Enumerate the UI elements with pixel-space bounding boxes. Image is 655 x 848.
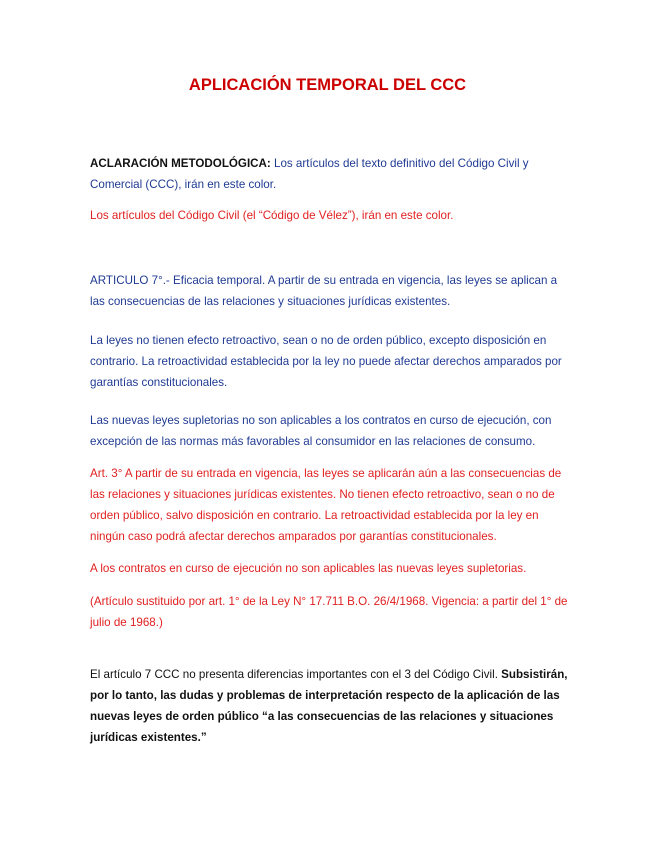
- ccc-art7-paragraph-1: ARTICULO 7°.- Eficacia temporal. A partir de su entrada en vigencia, las leyes se aplican a las consecuencias de las relaciones y situaciones jurídicas existentes.: [90, 274, 558, 308]
- page-title: APLICACIÓN TEMPORAL DEL CCC: [188, 76, 467, 94]
- methodology-label: ACLARACIÓN METODOLÓGICA:: [90, 157, 271, 170]
- methodology-note: [90, 153, 570, 195]
- cc-art3-paragraph-1: Art. 3° A partir de su entrada en vigencia, las leyes se aplicarán aún a las consecuencias de las relaciones y situaciones jurídicas existentes. No tienen efecto retroactivo, sean o no de orden público, salvo disposición en contrario. La retroactividad establecida por la ley en ningún caso podrá afectar derechos amparados por garantías constitucionales.: [90, 467, 562, 543]
- old-code-color-note: Los artículos del Código Civil (el “Código de Vélez”), irán en este color.: [90, 209, 454, 222]
- cc-art3-paragraph-2: A los contratos en curso de ejecución no son aplicables las nuevas leyes supletorias.: [90, 562, 527, 575]
- ccc-art7-paragraph-2: La leyes no tienen efecto retroactivo, sean o no de orden público, excepto disposición en contrario. La retroactividad establecida por la ley no puede afectar derechos amparados por garantías constitucionales.: [90, 334, 562, 389]
- cc-art3-source-note: (Artículo sustituido por art. 1° de la Ley N° 17.711 B.O. 26/4/1968. Vigencia: a partir del 1° de julio de 1968.): [90, 595, 568, 629]
- methodology-text: Los artículos del texto definitivo del Código Civil y Comercial (CCC), irán en este color.: [90, 157, 529, 191]
- commentary-intro: El artículo 7 CCC no presenta diferencias importantes con el 3 del Código Civil.: [90, 668, 502, 681]
- ccc-art7-paragraph-3: Las nuevas leyes supletorias no son aplicables a los contratos en curso de ejecución, con excepción de las normas más favorables al consumidor en las relaciones de consumo.: [90, 414, 552, 448]
- commentary-bold: Subsistirán, por lo tanto, las dudas y problemas de interpretación respecto de la aplicación de las nuevas leyes de orden público “a las consecuencias de las relaciones y situaciones jurídicas existentes.”: [90, 668, 568, 744]
- commentary-paragraph: [90, 664, 570, 748]
